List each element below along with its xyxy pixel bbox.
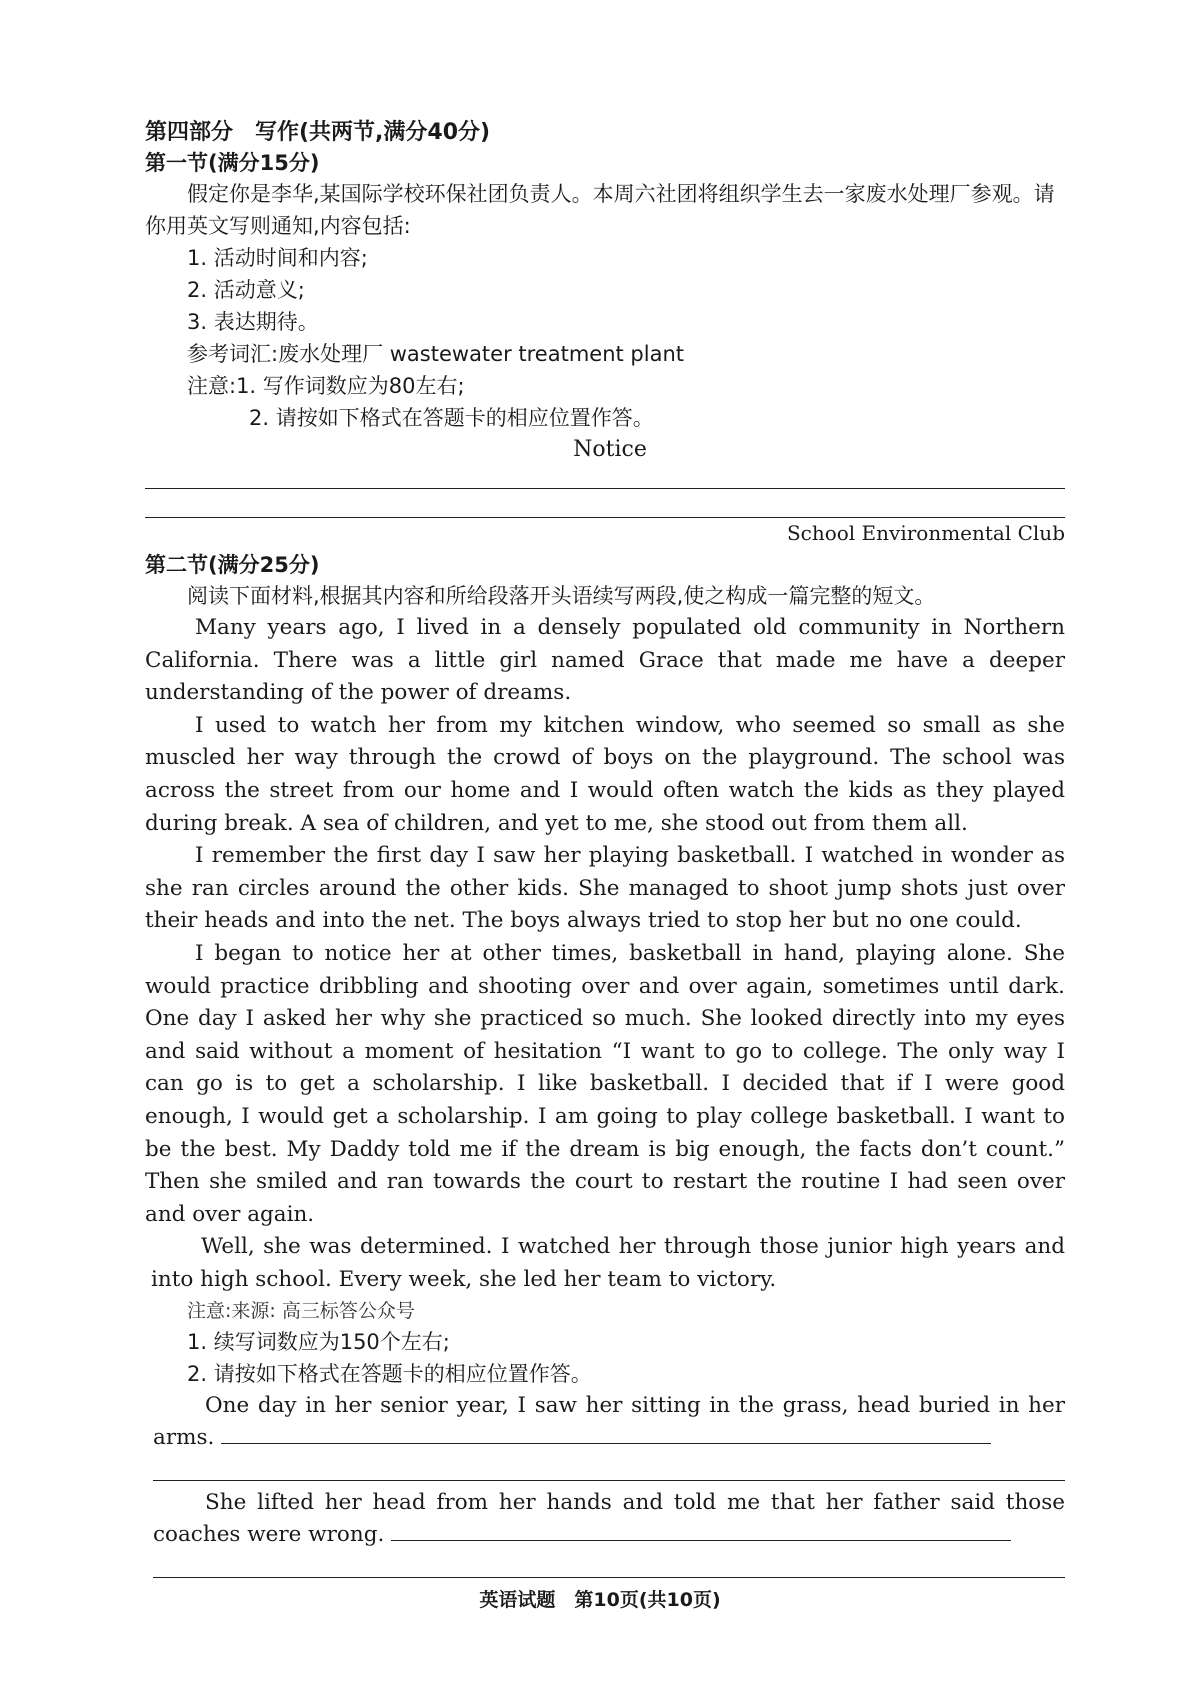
answer-line	[391, 1522, 1011, 1541]
story-paragraph: I began to notice her at other times, basketball in hand, playing alone. She would practice dribbling and shooting over and over again, sometimes until dark. One day I asked her why she practiced so much. She looked directly into my eyes and said without a moment of hesitation “I want to go to college. The only way I can go is to get a scholarship. I like basketball. I decided that if I were good enough, I would get a scholarship. I am going to play college basketball. I want to be the best. My Daddy told me if the dream is big enough, the facts don’t count.” Then she smiled and ran towards the court to restart the routine I had seen over and over again.	[145, 940, 1065, 1227]
continuation-prompt-2	[145, 1487, 1065, 1551]
section2-note-1: 1. 续写词数应为150个左右;	[187, 1330, 450, 1355]
section2-heading: 第二节(满分25分)	[145, 553, 320, 577]
answer-line	[145, 488, 1065, 489]
continuation-text-2: She lifted her head from her hands and told me that her father said those coaches were wrong.	[153, 1490, 1065, 1548]
story-paragraph: Many years ago, I lived in a densely populated old community in Northern California. There was a little girl named Grace that made me have a deeper understanding of the power of dreams.	[145, 615, 1065, 706]
section1-item-1: 1. 活动时间和内容;	[187, 246, 368, 270]
story-paragraph: Well, she was determined. I watched her through those junior high years and into high school. Every week, she led her team to victory.	[151, 1234, 1065, 1292]
story-paragraph: I used to watch her from my kitchen window, who seemed so small as she muscled her way through the crowd of boys on the playground. The school was across the street from our home and I would often watch the kids as they played during break. A sea of children, and yet to me, she stood out from them all.	[145, 712, 1065, 836]
notice-signature: School Environmental Club	[786, 521, 1065, 545]
answer-line	[153, 1577, 1065, 1578]
section2-instruction: 阅读下面材料,根据其内容和所给段落开头语续写两段,使之构成一篇完整的短文。	[187, 584, 936, 608]
section1-vocab: 参考词汇:废水处理厂 wastewater treatment plant	[187, 342, 684, 366]
section1-prompt: 假定你是李华,某国际学校环保社团负责人。本周六社团将组织学生去一家废水处理厂参观。请你用英文写则通知,内容包括:	[145, 182, 1055, 238]
continuation-text-1: One day in her senior year, I saw her sitting in the grass, head buried in her arms.	[153, 1393, 1065, 1451]
page-footer: 英语试题 第10页(共10页)	[479, 1589, 721, 1611]
section2-note-2: 2. 请按如下格式在答题卡的相应位置作答。	[187, 1362, 592, 1387]
notice-title: Notice	[573, 437, 647, 462]
section1-item-2: 2. 活动意义;	[187, 278, 305, 302]
story-paragraph: I remember the first day I saw her playing basketball. I watched in wonder as she ran circles around the other kids. She managed to shoot jump shots just over their heads and into the net. The boys always tried to stop her but no one could.	[145, 843, 1065, 934]
section1-heading: 第一节(满分15分)	[145, 151, 320, 175]
section1-note-2: 2. 请按如下格式在答题卡的相应位置作答。	[249, 406, 654, 430]
answer-line	[221, 1425, 991, 1444]
note-source: 注意:来源: 高三标答公众号	[187, 1300, 415, 1323]
answer-line	[153, 1480, 1065, 1481]
section1-item-3: 3. 表达期待。	[187, 310, 319, 334]
continuation-prompt-1	[145, 1390, 1065, 1454]
section1-note-1: 注意:1. 写作词数应为80左右;	[187, 374, 465, 398]
part-heading: 第四部分 写作(共两节,满分40分)	[145, 120, 491, 145]
exam-page	[145, 118, 1065, 1578]
